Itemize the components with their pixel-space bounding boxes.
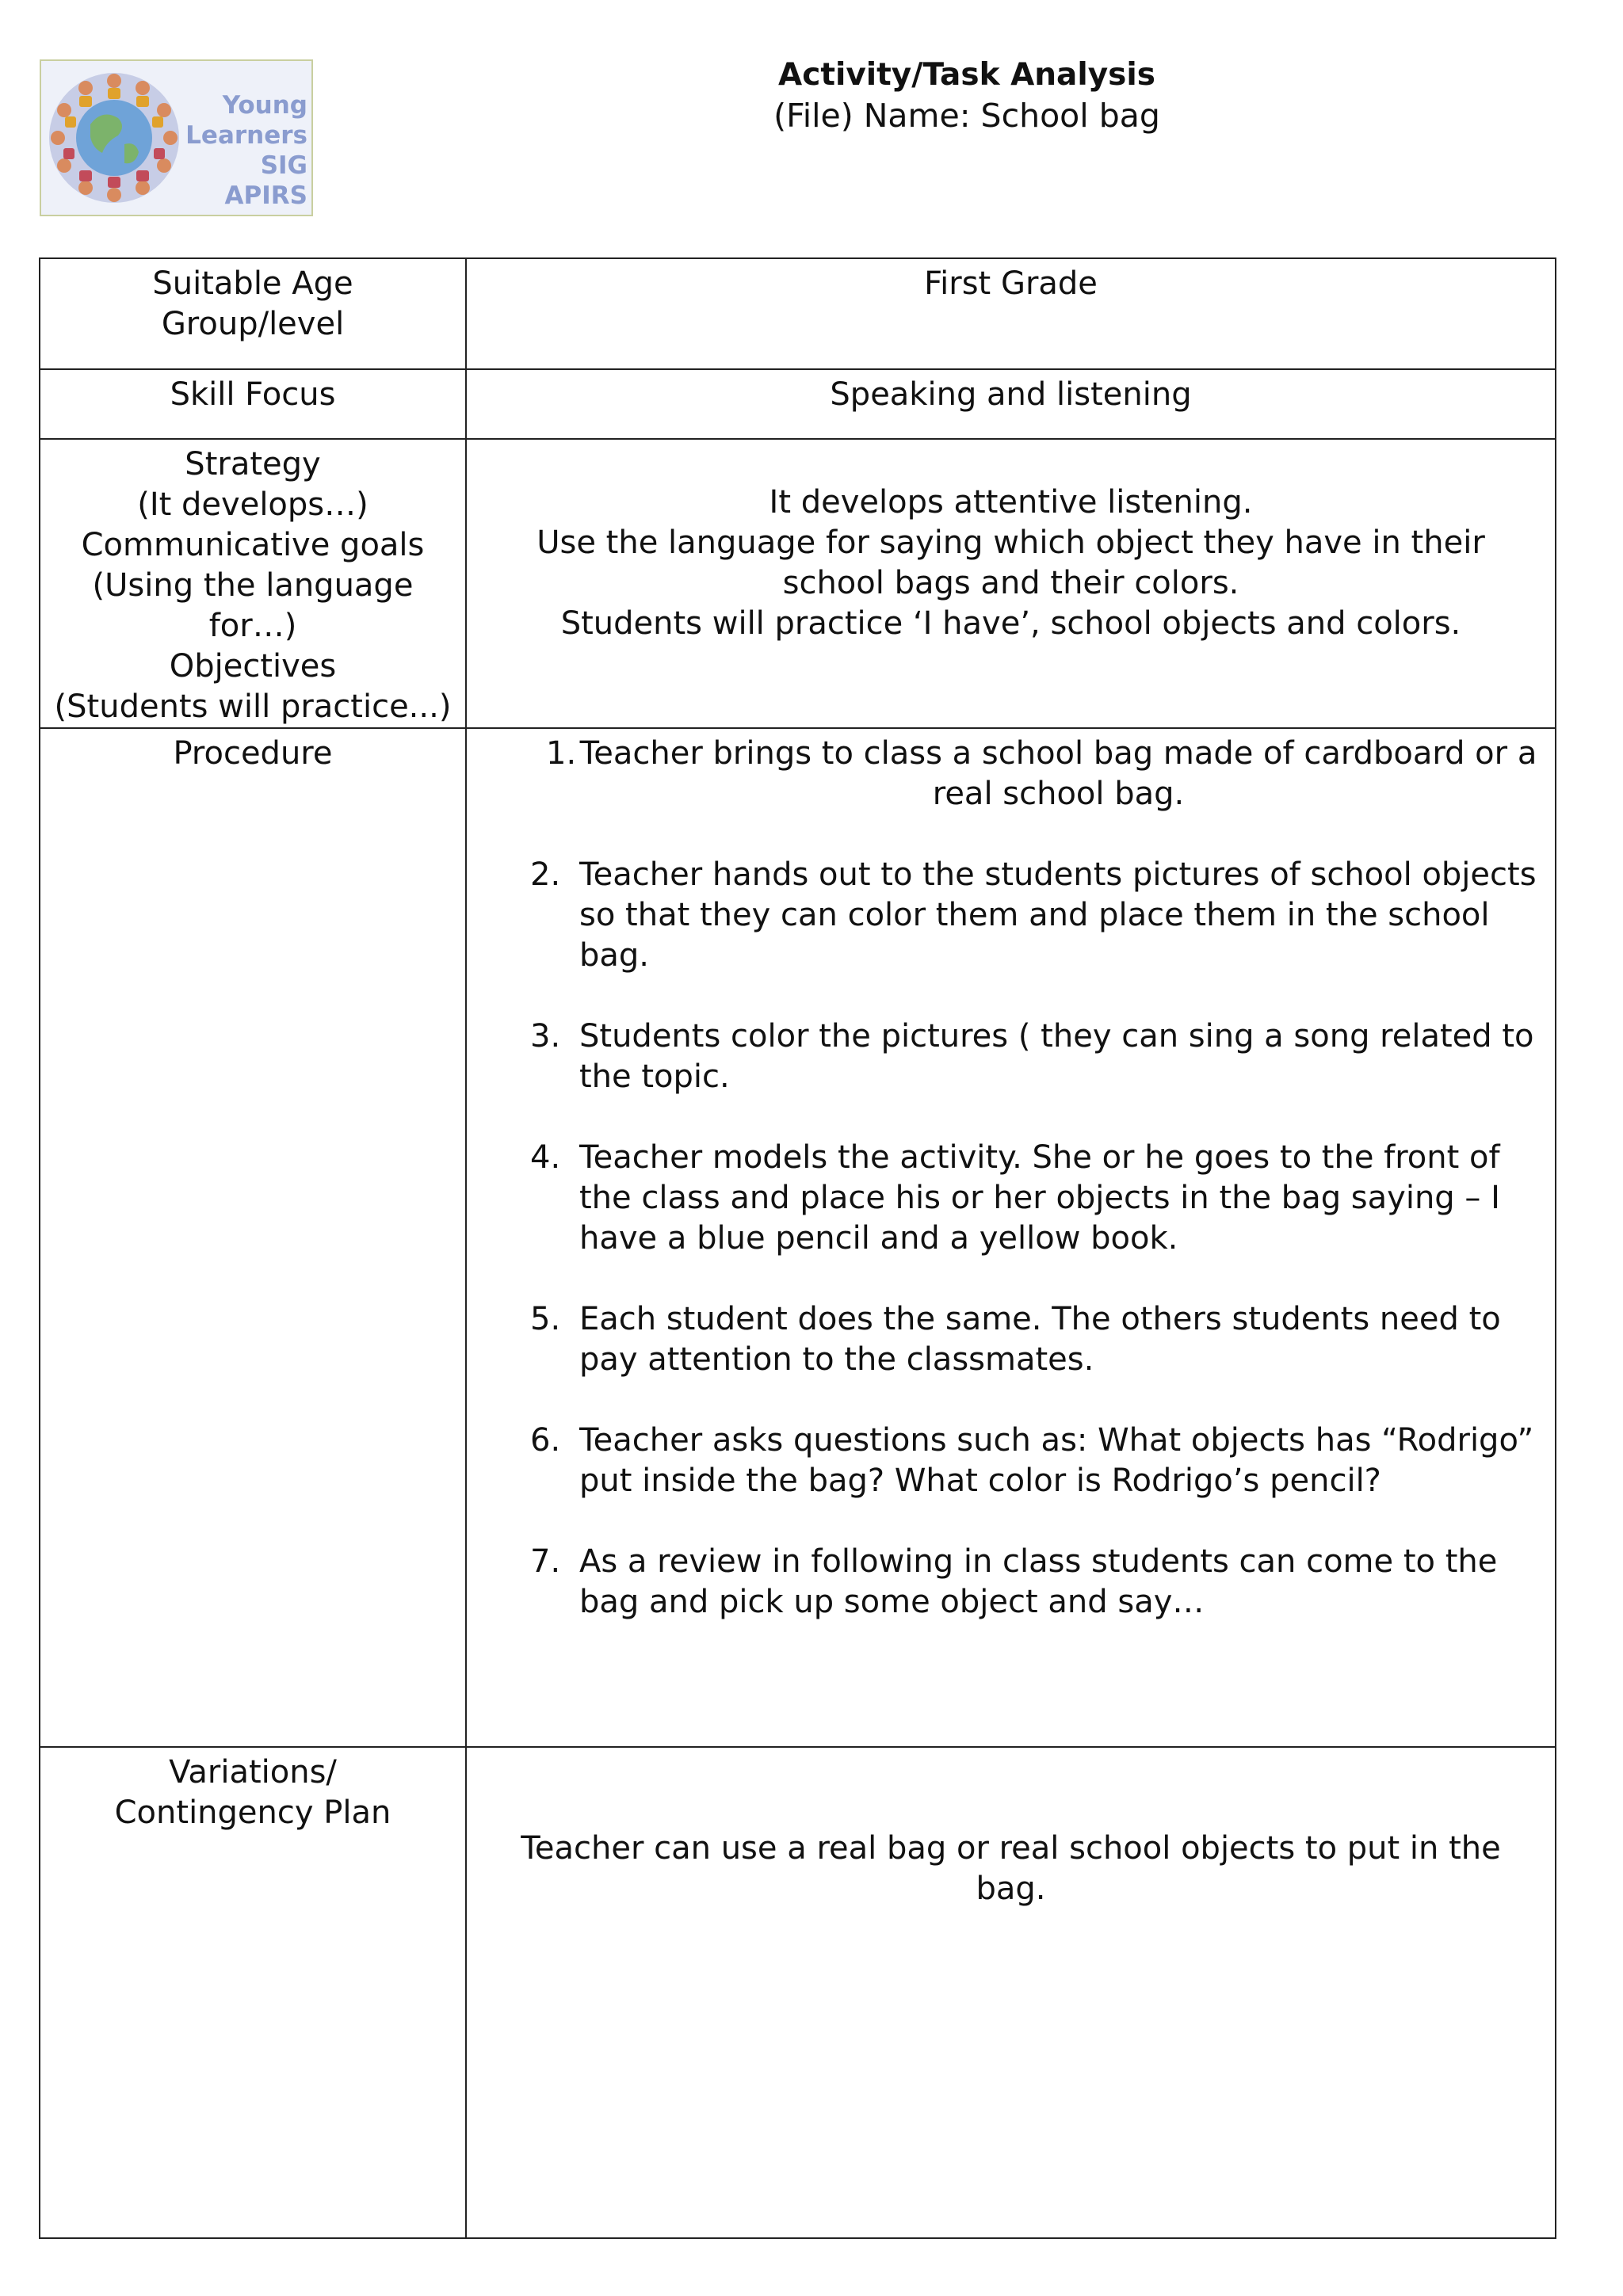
- list-item: [530, 1421, 1539, 1501]
- step-number: 2.: [530, 856, 561, 893]
- step-number: 1.: [546, 735, 577, 772]
- document-header: [571, 55, 1363, 136]
- age-group-label-line: Group/level: [161, 306, 345, 342]
- strategy-label-line: Strategy: [185, 446, 321, 482]
- strategy-label-line: (Using the language: [92, 567, 414, 604]
- document-title: Activity/Task Analysis: [778, 57, 1155, 93]
- strategy-development: It develops attentive listening.: [769, 484, 1253, 521]
- strategy-label-line: (It develops…): [137, 486, 369, 523]
- list-item: [530, 1016, 1539, 1097]
- table-row-procedure: [40, 728, 1556, 1747]
- list-item: [530, 855, 1539, 976]
- age-group-value: First Grade: [466, 258, 1556, 369]
- skill-focus-value: Speaking and listening: [466, 369, 1556, 439]
- variations-label-line: Contingency Plan: [114, 1794, 391, 1831]
- step-text: Each student does the same. The others students need to pay attention to the classmates.: [579, 1301, 1501, 1378]
- table-row-strategy: [40, 439, 1556, 728]
- logo-text-young: Young: [222, 91, 307, 120]
- step-text: Teacher brings to class a school bag made of cardboard or a real school bag.: [579, 735, 1537, 812]
- strategy-objective: Students will practice ‘I have’, school objects and colors.: [560, 605, 1461, 642]
- strategy-label-line: Communicative goals: [81, 527, 425, 563]
- strategy-label-line: Objectives: [169, 648, 337, 685]
- variations-content-cell: [466, 1747, 1556, 2238]
- variations-value: Teacher can use a real bag or real school objects to put in the bag.: [521, 1830, 1501, 1907]
- list-item: [530, 1299, 1539, 1380]
- table-row-variations: [40, 1747, 1556, 2238]
- strategy-communicative-goal: Use the language for saying which object they have in their school bags and their colors.: [537, 524, 1485, 601]
- strategy-label-line: (Students will practice...): [54, 688, 452, 725]
- young-learners-logo: [40, 59, 313, 216]
- procedure-content-cell: [466, 728, 1556, 1747]
- variations-label-line: Variations/: [169, 1754, 337, 1791]
- step-text: As a review in following in class students can come to the bag and pick up some object and say…: [579, 1543, 1498, 1620]
- file-name: (File) Name: School bag: [773, 97, 1160, 135]
- strategy-content-cell: [466, 439, 1556, 728]
- table-row-skill-focus: [40, 369, 1556, 439]
- strategy-label-line: for…): [208, 608, 297, 644]
- variations-label-cell: [40, 1747, 466, 2238]
- step-number: 4.: [530, 1139, 561, 1176]
- list-item: [530, 1542, 1539, 1623]
- list-item: [530, 1138, 1539, 1259]
- step-text: Teacher asks questions such as: What objects has “Rodrigo” put inside the bag? What color is Rodrigo’s pencil?: [579, 1422, 1534, 1499]
- step-number: 3.: [530, 1018, 561, 1055]
- logo-text-learners: Learners: [185, 121, 307, 150]
- logo-text-sig: SIG: [260, 151, 307, 180]
- step-number: 5.: [530, 1301, 561, 1337]
- step-text: Teacher hands out to the students pictures of school objects so that they can color them and place them in the school bag.: [579, 856, 1537, 974]
- task-analysis-table: [39, 257, 1556, 2239]
- step-number: 6.: [530, 1422, 561, 1459]
- procedure-steps-list: [467, 734, 1555, 1623]
- age-group-label-cell: [40, 258, 466, 369]
- step-text: Students color the pictures ( they can sing a song related to the topic.: [579, 1018, 1534, 1095]
- table-row-age-group: [40, 258, 1556, 369]
- list-item: [530, 734, 1539, 814]
- skill-focus-label: Skill Focus: [40, 369, 466, 439]
- procedure-label: Procedure: [40, 728, 466, 1747]
- step-text: Teacher models the activity. She or he goes to the front of the class and place his or her objects in the bag saying – I have a blue pencil and a yellow book.: [579, 1139, 1500, 1257]
- strategy-label-cell: [40, 439, 466, 728]
- step-number: 7.: [530, 1543, 561, 1580]
- logo-text-apirs: APIRS: [224, 181, 307, 210]
- age-group-label-line: Suitable Age: [152, 265, 353, 302]
- globe-children-logo-icon: [41, 61, 311, 215]
